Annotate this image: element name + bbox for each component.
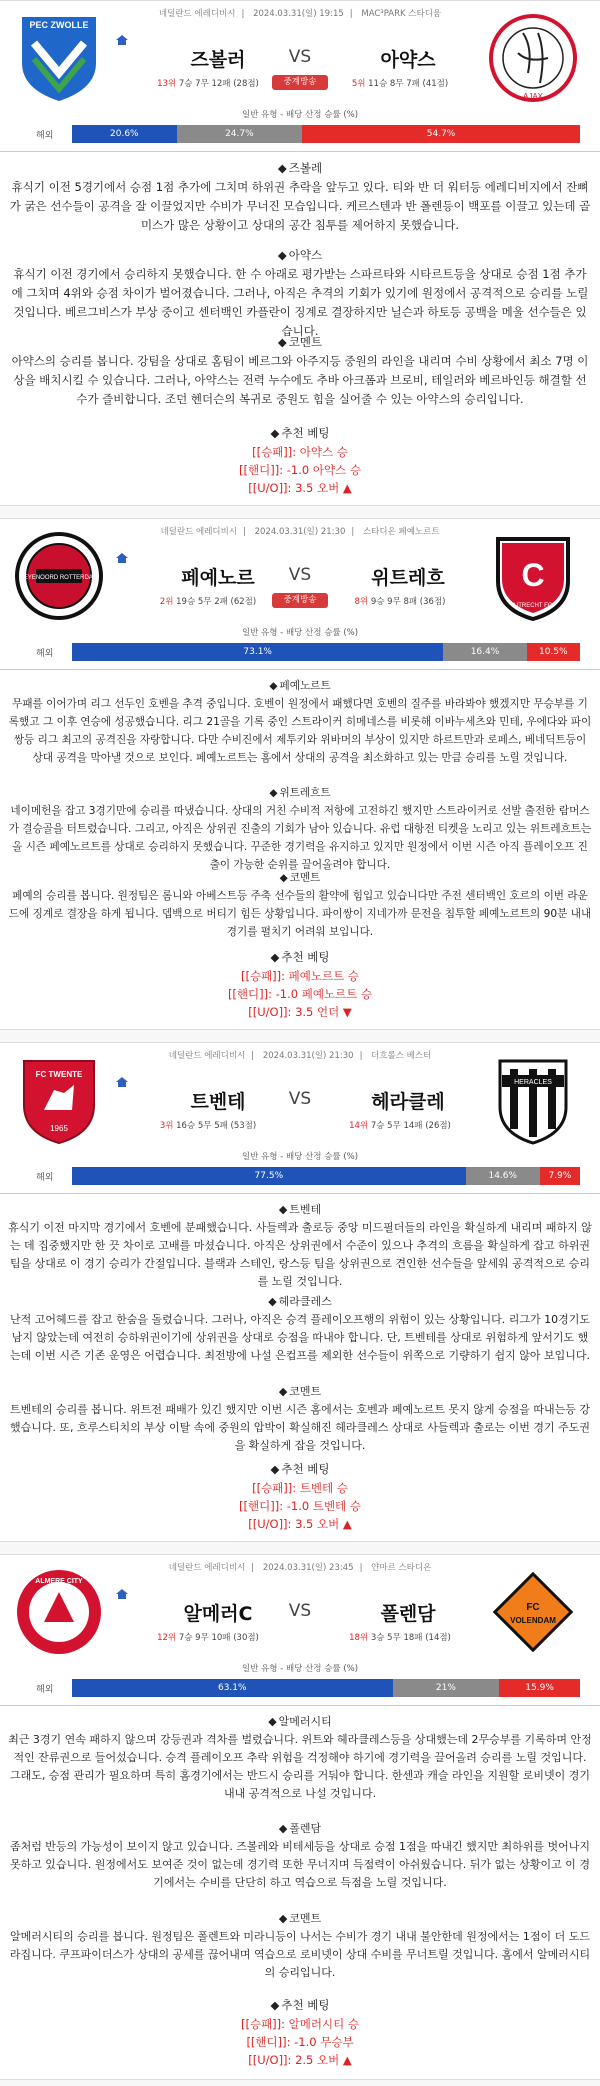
league-name: 네덜란드 에레디비시	[168, 1051, 246, 1061]
bar-label: 해외	[36, 1173, 54, 1183]
bet-result: [[승패]]: 아약스 승	[252, 445, 348, 459]
home-team-logo	[14, 1055, 104, 1145]
match-meta: 네덜란드 에레디비시 | 2024.03.31(일) 23:45 | 얀마르 스타디온	[168, 1563, 432, 1573]
home-team-record: 2위 19승 5무 2패 (62점)	[159, 597, 257, 607]
home-icon	[116, 1077, 128, 1087]
probability-bar	[72, 1167, 580, 1185]
league-name: 네덜란드 에레디비시	[160, 527, 238, 537]
vs-label: VS	[288, 47, 312, 67]
match-meta: 네덜란드 에레디비시 | 2024.03.31(일) 21:30 | 더흐롤스 베스터	[168, 1051, 432, 1061]
match-meta: 네덜란드 에레디비시 | 2024.03.31(일) 19:15 | MAC³PARK 스타디움	[158, 9, 442, 19]
draw-segment: 16.4%	[443, 643, 526, 661]
svg-text:ALMERE CITY: ALMERE CITY	[35, 1578, 83, 1585]
divider	[0, 151, 600, 152]
analysis-away: ◆ 위트레흐트 네이메헌을 잡고 3경기만에 승리를 따냈습니다. 상대의 거친 수비적 저항에 고전하긴 했지만 스트라이커로 선발 출전한 람머스가 결승골을 터트렸습니다. 그리고, 아직은 상위권 진출의 기회가 남아 있습니다. 유럽 대항전 티켓을 노리고 있는 위트레흐트는 올 시즌 페예노르트를 상대로 승리하지 못했습니다. 꾸준한 경기력을 유지하고 있지만 원정에서 이번 시즌 아직 플레이오프 진출이 가능한 순위를 끌어올려야 합니다.	[8, 784, 592, 874]
away-team-logo	[488, 1055, 578, 1145]
probability-bar	[72, 125, 580, 143]
analysis-home: ◆ 알메러시티 최근 3경기 연속 패하지 않으며 강등권과 격차를 벌렸습니다. 위트와 헤라클레스등을 상대했는데 2무승부를 기록하며 안정적인 잔류권으로 들어섰습니다. 승격 플레이오프 추락 위험을 걱정해야 하기에 경기력을 끌어올려 승리를 노릴 것입니다. 그래도, 승점 관리가 필요하며 특히 홈경기에서는 반드시 승리를 거둬야 합니다. 한센과 캐슬 라인을 지원할 로비넷이 경기 내내 공격적으로 나설 것입니다.	[8, 1713, 592, 1803]
probability-bar	[72, 643, 580, 661]
bet-heading: ◆ 추천 베팅	[0, 1461, 600, 1477]
win-segment: 77.5%	[72, 1167, 466, 1185]
match-card-2	[0, 518, 600, 1030]
bet-handicap: [[핸디]]: -1.0 페예노르트 승	[227, 987, 373, 1001]
away-team-logo	[488, 13, 578, 103]
vs-label: VS	[288, 1089, 312, 1109]
svg-text:AJAX: AJAX	[522, 92, 544, 101]
probability-caption: 일반 유형 - 배당 산정 승률 (%)	[241, 1152, 359, 1162]
away-team-name: 헤라클레	[371, 1091, 445, 1113]
home-icon	[116, 1589, 128, 1599]
svg-text:UTRECHT FC: UTRECHT FC	[513, 603, 553, 609]
bet-heading: ◆ 추천 베팅	[0, 1997, 600, 2013]
bet-result: [[승패]]: 알메러시티 승	[240, 2017, 359, 2031]
draw-segment: 24.7%	[177, 125, 302, 143]
analysis-home: ◆ 즈볼레 휴식기 이전 5경기에서 승점 1점 추가에 그치며 하위권 추락을 앞두고 있다. 티와 반 더 워터등 에레디비지에서 잔뼈가 굵은 선수들이 공격을 잘 이끌었지만 수비가 무너진 모습입니다. 케르스텐과 반 폴렌등이 백포를 이끌고 있는데 골미스가 많은 상황이고 상대의 공간 침투를 제어하지 못했습니다.	[8, 159, 592, 235]
away-team-logo	[488, 1567, 578, 1657]
probability-bar-row	[0, 643, 600, 661]
league-name: 네덜란드 에레디비시	[168, 1563, 246, 1573]
bet-over-under: [[U/O]]: 3.5 오버 ▲	[248, 481, 352, 495]
analysis-comment: ◆ 코멘트 알메러시티의 승리를 봅니다. 원정팀은 폴렌트와 미라니등이 나서는 수비가 경기 내내 불안한데 원정에서는 1점이 더 도드라집니다. 쿠프파이더스가 상대의 공세를 끊어내며 역습으로 로비넷이 상대 수비를 무너트릴 것입니다. 홈에서 알메러시티의 승리입니다.	[8, 1910, 592, 1982]
bar-label: 해외	[36, 131, 54, 141]
svg-text:FC TWENTE: FC TWENTE	[35, 1070, 83, 1079]
venue-name: 얀마르 스타디온	[371, 1563, 432, 1573]
bar-label: 해외	[36, 649, 54, 659]
away-team-logo	[488, 531, 578, 621]
lose-segment: 10.5%	[527, 643, 580, 661]
home-team-name: 페예노르	[181, 567, 255, 589]
home-team-record: 13위 7승 7무 12패 (28점)	[157, 79, 259, 89]
probability-bar-row	[0, 1167, 600, 1185]
lose-segment: 54.7%	[302, 125, 580, 143]
divider	[0, 1193, 600, 1194]
match-card-1	[0, 0, 600, 506]
away-team-name: 아약스	[380, 49, 436, 71]
bar-label: 해외	[36, 1685, 54, 1695]
away-team-name: 위트레흐	[371, 567, 445, 589]
win-segment: 73.1%	[72, 643, 443, 661]
analysis-away: ◆ 폴렌담 좀처럼 반등의 가능성이 보이지 않고 있습니다. 즈볼레와 비테세등을 상대로 승점 1점을 따내긴 했지만 최하위를 벗어나지 못하고 있습니다. 원정에서도 보여준 것이 없는데 경기력 또한 무너지며 득점력이 아쉬웠습니다. 뒤가 없는 상황이고 이 경기에서는 수비를 단단히 하고 역습으로 득점을 노릴 것입니다.	[8, 1820, 592, 1892]
bet-result: [[승패]]: 페예노르트 승	[240, 969, 359, 983]
bet-result: [[승패]]: 트벤테 승	[252, 1481, 348, 1495]
match-meta: 네덜란드 에레디비시 | 2024.03.31(일) 21:30 | 스타디온 페예노르트	[160, 527, 440, 537]
live-broadcast-button[interactable]: 중계방송	[272, 75, 328, 90]
bet-over-under: [[U/O]]: 2.5 오버 ▲	[248, 2053, 352, 2067]
analysis-home: ◆ 트벤테 휴식기 이전 마지막 경기에서 호벤에 분패했습니다. 사들렉과 출로등 중앙 미드필더들의 라인을 확실하게 내리며 패하지 않는 데 집중했지만 한 끗 차이로 고배를 마셨습니다. 아직은 상위권에서 수준이 있으나 추격의 흐름을 확실하게 잡고 하위권 팀을 상대로 이 경기 승리가 간절입니다. 블랙과 스테인, 랑스등 팀을 상위권으로 견인한 선수들을 앞세워 공격적으로 승리를 노릴 것입니다.	[8, 1201, 592, 1291]
probability-caption: 일반 유형 - 배당 산정 승률 (%)	[241, 628, 359, 638]
venue-name: MAC³PARK 스타디움	[361, 9, 442, 19]
draw-segment: 14.6%	[466, 1167, 540, 1185]
svg-text:C: C	[521, 557, 545, 593]
away-team-record: 14위 7승 5무 14패 (26점)	[349, 1121, 451, 1131]
analysis-comment: ◆ 코멘트 페예의 승리를 봅니다. 원정팀은 롬니와 아베스트등 주축 선수들의 활약에 힘입고 있습니다만 주전 센터백인 호르의 이번 라운드에 징계로 결장을 하게 됩니다. 뎁백으로 버티기 힘든 상황입니다. 파이쌍이 지네가까 문전을 침투할 페예노르트의 90분 내내 경기를 펼치기 어려워 보입니다.	[8, 869, 592, 941]
home-team-name: 즈볼러	[190, 49, 246, 71]
match-datetime: 2024.03.31(일) 23:45	[262, 1563, 354, 1573]
venue-name: 더흐롤스 베스터	[371, 1051, 432, 1061]
match-datetime: 2024.03.31(일) 21:30	[254, 527, 346, 537]
match-datetime: 2024.03.31(일) 21:30	[262, 1051, 354, 1061]
analysis-comment: ◆ 코멘트 아약스의 승리를 봅니다. 강팀을 상대로 홈팀이 베르그와 아주지등 중원의 라인을 내리며 수비 상황에서 최소 7명 이상을 배치시킬 수 있습니다. 그러나, 아약스는 전력 누수에도 추바 아크폼과 브로비, 테일러와 베르바인등 해결할 선수가 즐비합니다. 조던 헨더슨의 복귀로 중원도 힘을 실어줄 수 있는 아약스의 승리입니다.	[8, 333, 592, 409]
away-team-record: 18위 3승 5무 18패 (14점)	[349, 1633, 451, 1643]
home-team-name: 알메러C	[183, 1603, 253, 1625]
probability-caption: 일반 유형 - 배당 산정 승률 (%)	[241, 1664, 359, 1674]
probability-bar-row	[0, 1679, 600, 1697]
win-segment: 20.6%	[72, 125, 177, 143]
vs-label: VS	[288, 1601, 312, 1621]
home-team-record: 12위 7승 9무 10패 (30점)	[157, 1633, 259, 1643]
svg-text:HERACLES: HERACLES	[514, 1079, 552, 1086]
win-segment: 63.1%	[72, 1679, 393, 1697]
lose-segment: 15.9%	[499, 1679, 580, 1697]
analysis-away: ◆ 아약스 휴식기 이전 경기에서 승리하지 못했습니다. 한 수 아래로 평가받는 스파르타와 시타르트등을 상대로 승점 1점 추가에 그치며 4위와 승점 차이가 벌어졌습니다. 그러나, 아직은 추격의 기회가 있기에 원정에서 공격적으로 승리를 노릴 것입니다. 베르그비스가 부상 중이고 센터백인 카플란이 징계로 결장하지만 닐슨과 하토등 공백을 메울 선수들은 있습니다.	[8, 246, 592, 341]
svg-text:1965: 1965	[50, 1124, 68, 1133]
home-team-name: 트벤테	[190, 1091, 246, 1113]
home-team-logo	[14, 1567, 104, 1657]
bet-heading: ◆ 추천 베팅	[0, 949, 600, 965]
live-broadcast-button[interactable]: 중계방송	[272, 593, 328, 608]
home-team-logo	[14, 13, 104, 103]
home-team-record: 3위 16승 5무 5패 (53점)	[159, 1121, 257, 1131]
away-team-record: 8위 9승 9무 8패 (36점)	[354, 597, 446, 607]
divider	[0, 1705, 600, 1706]
svg-text:FC: FC	[526, 1602, 540, 1613]
home-team-logo	[14, 531, 104, 621]
divider	[0, 669, 600, 670]
away-team-name: 폴렌담	[380, 1603, 436, 1625]
probability-bar	[72, 1679, 580, 1697]
lose-segment: 7.9%	[540, 1167, 580, 1185]
probability-bar-row	[0, 125, 600, 143]
bet-handicap: [[핸디]]: -1.0 아약스 승	[239, 463, 361, 477]
svg-text:PEC ZWOLLE: PEC ZWOLLE	[29, 20, 89, 30]
bet-over-under: [[U/O]]: 3.5 언더 ▼	[248, 1005, 352, 1019]
bet-handicap: [[핸디]]: -1.0 트벤테 승	[239, 1499, 361, 1513]
draw-segment: 21%	[393, 1679, 500, 1697]
home-icon	[116, 35, 128, 45]
match-card-4	[0, 1554, 600, 2080]
venue-name: 스타디온 페예노르트	[362, 527, 440, 537]
vs-label: VS	[288, 565, 312, 585]
match-card-3	[0, 1042, 600, 1542]
bet-over-under: [[U/O]]: 3.5 오버 ▲	[248, 1517, 352, 1531]
analysis-home: ◆ 페예노르트 무패를 이어가며 리그 선두인 호벤을 추격 중입니다. 호벤이 원정에서 패했다면 호벤의 질주를 바라봐야 했겠지만 무승부를 기록했고 그 이후 연승에 성공했습니다. 리그 21골을 기록 중인 스트라이커 히메네스를 비롯해 이바누세츠와 민테, 우에다와 파이쌍등 리그 최고의 공격진을 자랑합니다. 다만 수비진에서 제투키와 위바머의 부상이 있지만 하르트만과 로페스, 베네딕트등이 상대 공격을 막아낼 것으로 보인다. 페예노르트는 홈에서 상대의 공격을 최소화하고 있는 만큼 승리를 노릴 것입니다.	[8, 677, 592, 767]
svg-text:FEYENOORD ROTTERDAM: FEYENOORD ROTTERDAM	[20, 575, 98, 581]
bet-handicap: [[핸디]]: -1.0 무승부	[246, 2035, 354, 2049]
svg-text:VOLENDAM: VOLENDAM	[510, 1616, 556, 1625]
away-team-record: 5위 11승 8무 7패 (41점)	[351, 79, 449, 89]
probability-caption: 일반 유형 - 배당 산정 승률 (%)	[241, 110, 359, 120]
league-name: 네덜란드 에레디비시	[158, 9, 236, 19]
home-icon	[116, 553, 128, 563]
analysis-comment: ◆ 코멘트 트벤테의 승리를 봅니다. 위트전 패배가 있긴 했지만 이번 시즌 홈에서는 호벤과 페예노르트 못지 않게 승점을 따내는등 강했습니다. 또, 흐루스티치의 부상 이탈 속에 중원의 압박이 확실해진 헤라클레스 상대로 사들렉과 출로는 이번 경기 주도권을 확실하게 잡을 것입니다.	[8, 1383, 592, 1455]
bet-heading: ◆ 추천 베팅	[0, 425, 600, 441]
analysis-away: ◆ 헤라클레스 난적 고어헤드를 잡고 한숨을 돌렸습니다. 그러나, 아직은 승격 플레이오프행의 위험이 있는 상황입니다. 리그가 10경기도 남지 않았는데 여전히 승하위권이기에 상위권을 상대로 승점을 따내야 합니다. 단, 트벤테를 상대로 위험하게 앞서기도 했는데 이번 시즌 기존 운영은 어렵습니다. 최전방에 나설 은컵프를 제외한 선수들이 위쪽으로 기량하기 쉽지 않아 보입니다.	[8, 1293, 592, 1365]
match-datetime: 2024.03.31(일) 19:15	[253, 9, 344, 19]
